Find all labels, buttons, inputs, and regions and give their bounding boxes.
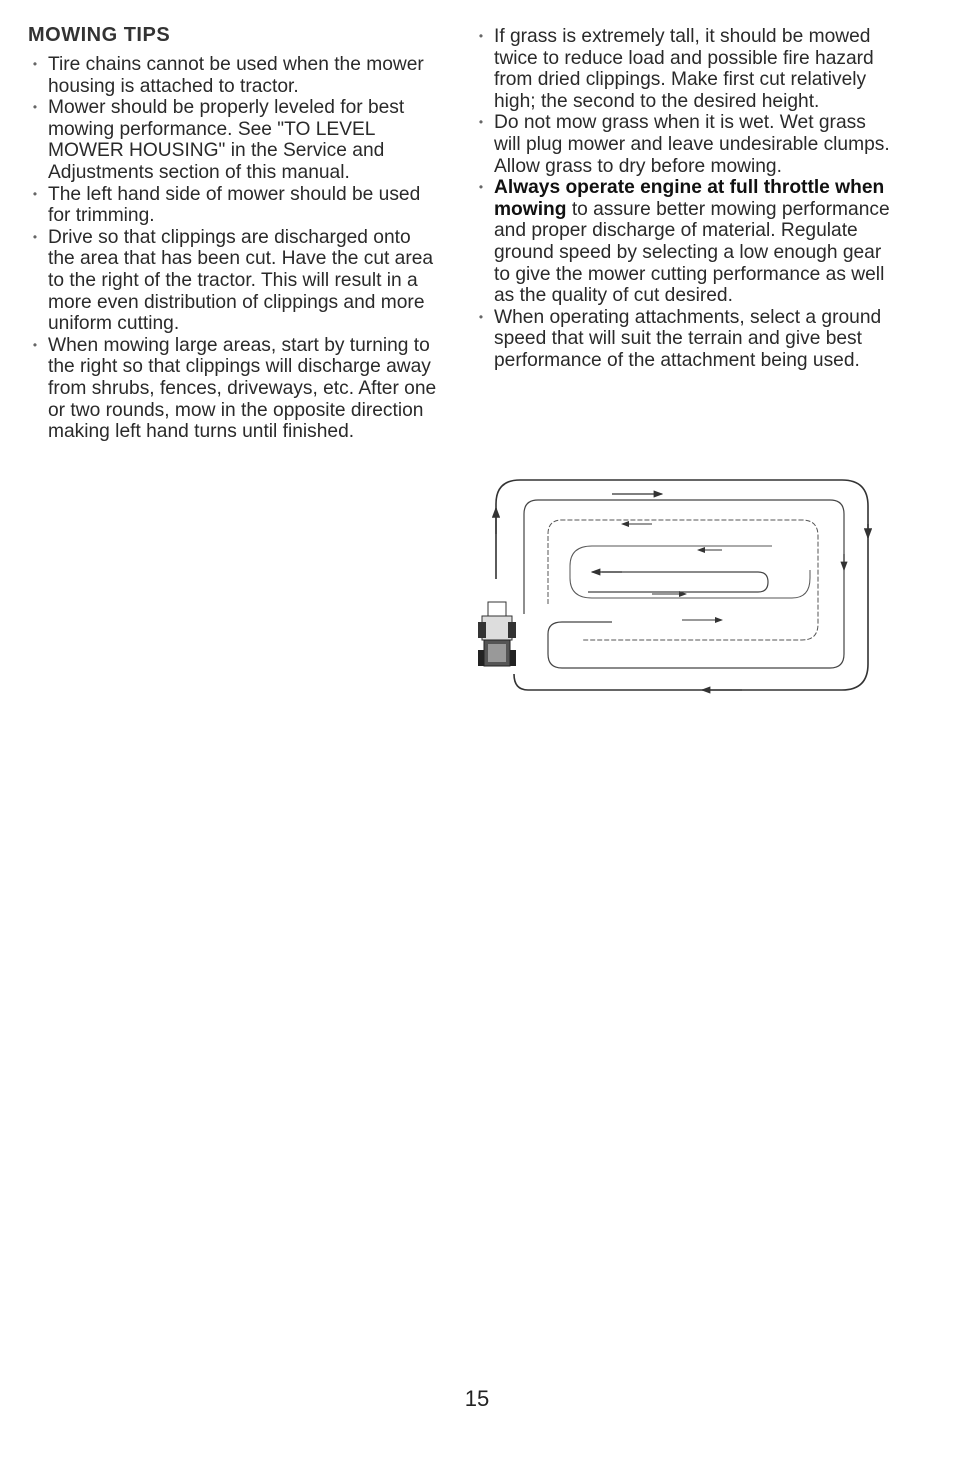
section-heading: MOWING TIPS — [28, 24, 171, 46]
tip-bold-text: Always operate engine at full throttle when mowing — [494, 177, 885, 220]
loop-center — [588, 572, 768, 592]
tip-text: Drive so that clippings are discharged onto the area that has been cut. Have the cut area to the right of the tractor. This will result in a more even distribution of clippings and more uniform cutting. — [48, 226, 434, 335]
bullet-icon: • — [32, 337, 38, 352]
page-number: 15 — [464, 1386, 490, 1411]
tip-wet-grass — [474, 112, 894, 177]
tip-text: Mower should be properly leveled for best mowing performance. See "TO LEVEL MOWER HOUSING" in the Service and Adjustments section of this manual. — [48, 97, 405, 183]
left-tips-list — [28, 54, 438, 443]
bullet-icon: • — [32, 57, 38, 71]
bullet-icon: • — [478, 29, 484, 43]
bullet-icon: • — [478, 180, 484, 195]
loop-2 — [524, 500, 844, 668]
tip-text: When operating attachments, select a ground speed that will suit the terrain and give best performance of the attachment being used. — [494, 306, 882, 371]
tip-text: Do not mow grass when it is wet. Wet grass will plug mower and leave undesirable clumps. Allow grass to dry before mowing. — [494, 112, 890, 177]
tip-text: to assure better mowing performance and proper discharge of material. Regulate ground speed by selecting a low enough gear to give the mower cutting performance as well as the quality of cut desired. — [494, 198, 890, 307]
tip-text: The left hand side of mower should be used for trimming. — [48, 183, 421, 227]
bullet-icon: • — [32, 100, 38, 115]
tip-tall-grass — [474, 26, 894, 112]
right-tips-list — [474, 26, 894, 372]
tip-text: When mowing large areas, start by turning to the right so that clippings will discharge away from shrubs, fences, driveways, etc. After one or two rounds, mow in the opposite direction making left hand turns until finished. — [48, 334, 437, 443]
bullet-icon: • — [478, 309, 484, 324]
bullet-icon: • — [32, 229, 38, 244]
tip-large-areas — [28, 335, 438, 443]
tip-trimming — [28, 184, 438, 227]
outer-path — [496, 480, 868, 690]
tip-attachments — [474, 307, 894, 372]
tip-discharge — [28, 227, 438, 335]
tip-text: Tire chains cannot be used when the mower housing is attached to tractor. — [48, 54, 424, 97]
tip-leveling — [28, 97, 438, 183]
tip-tire-chains — [28, 54, 438, 97]
bullet-icon: • — [478, 115, 484, 130]
tip-text: If grass is extremely tall, it should be mowed twice to reduce load and possible fire hazard from dried clippings. Make first cut relatively high; the second to the desired height. — [494, 26, 874, 112]
bullet-icon: • — [32, 186, 38, 201]
tip-full-throttle — [474, 177, 894, 307]
mowing-pattern-diagram-icon — [472, 474, 872, 702]
riding-mower-icon — [478, 602, 516, 666]
